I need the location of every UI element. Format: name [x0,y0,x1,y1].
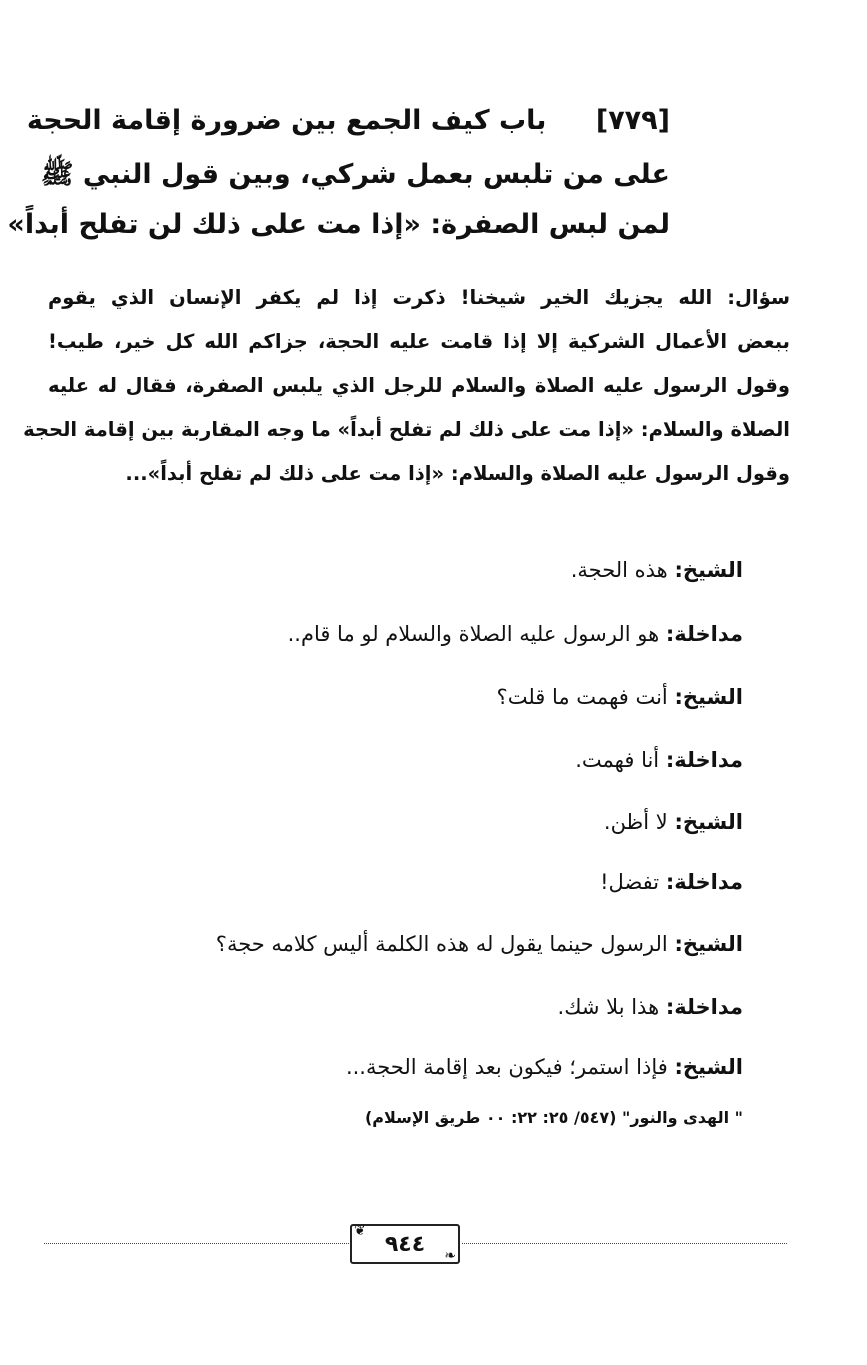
speaker-label: مداخلة: [665,748,743,772]
dialogue-text: هو الرسول عليه الصلاة والسلام لو ما قام.. [287,622,666,646]
dialogue-line [216,932,743,956]
ornament-icon: ❧ [444,1248,456,1264]
question-line-3: وقول الرسول عليه الصلاة والسلام للرجل الذي يلبس الصفرة، فقال له عليه [48,374,790,397]
question-line-1: سؤال: الله يجزيك الخير شيخنا! ذكرت إذا لم يكفر الإنسان الذي يقوم [48,286,790,309]
speaker-label: الشيخ: [674,932,743,956]
speaker-label: الشيخ: [674,810,743,834]
chapter-title-line-3: لمن لبس الصفرة: «إذا مت على ذلك لن تفلح أبداً» [7,209,670,240]
dialogue-line [571,558,743,582]
dialogue-line [497,685,743,709]
chapter-title-line-2: على من تلبس بعمل شركي، وبين قول النبي ﷺ [40,159,670,190]
footer-dotted-rule-left [44,1243,349,1244]
page-number: ٩٤٤ [384,1232,426,1257]
dialogue-line [575,748,743,772]
question-line-5: وقول الرسول عليه الصلاة والسلام: «إذا مت على ذلك لم تفلح أبداً»... [125,462,790,485]
dialogue-text: تفضل! [600,870,666,894]
chapter-number: [٧٧٩] [595,105,670,136]
dialogue-line [346,1055,743,1079]
page-number-frame [350,1224,460,1264]
dialogue-line [288,622,743,646]
chapter-title-line-1 [26,105,670,136]
question-line-2: ببعض الأعمال الشركية إلا إذا قامت عليه الحجة، جزاكم الله كل خير، طيب! [48,330,790,353]
chapter-title-text-1: باب كيف الجمع بين ضرورة إقامة الحجة [26,105,547,136]
speaker-label: مداخلة: [665,622,743,646]
speaker-label: الشيخ: [674,685,743,709]
dialogue-line [600,870,743,894]
dialogue-line [558,995,743,1019]
dialogue-text: هذه الحجة. [570,558,675,582]
footer-dotted-rule-right [462,1243,787,1244]
speaker-label: مداخلة: [665,870,743,894]
question-line-4: الصلاة والسلام: «إذا مت على ذلك لم تفلح أبداً» ما وجه المقاربة بين إقامة الحجة [23,418,790,441]
speaker-label: الشيخ: [674,558,743,582]
speaker-label: مداخلة: [665,995,743,1019]
dialogue-text: أنت فهمت ما قلت؟ [496,685,675,709]
dialogue-text: لا أظن. [603,810,675,834]
dialogue-line [604,810,743,834]
dialogue-text: أنا فهمت. [575,748,666,772]
dialogue-text: فإذا استمر؛ فيكون بعد إقامة الحجة... [345,1055,675,1079]
dialogue-text: هذا بلا شك. [557,995,666,1019]
source-citation: " الهدى والنور" (٥٤٧/ ٢٥: ٢٢: ٠٠ طريق الإسلام) [364,1108,743,1127]
speaker-label: الشيخ: [674,1055,743,1079]
dialogue-text: الرسول حينما يقول له هذه الكلمة أليس كلامه حجة؟ [215,932,675,956]
ornament-icon: ❦ [354,1223,366,1239]
